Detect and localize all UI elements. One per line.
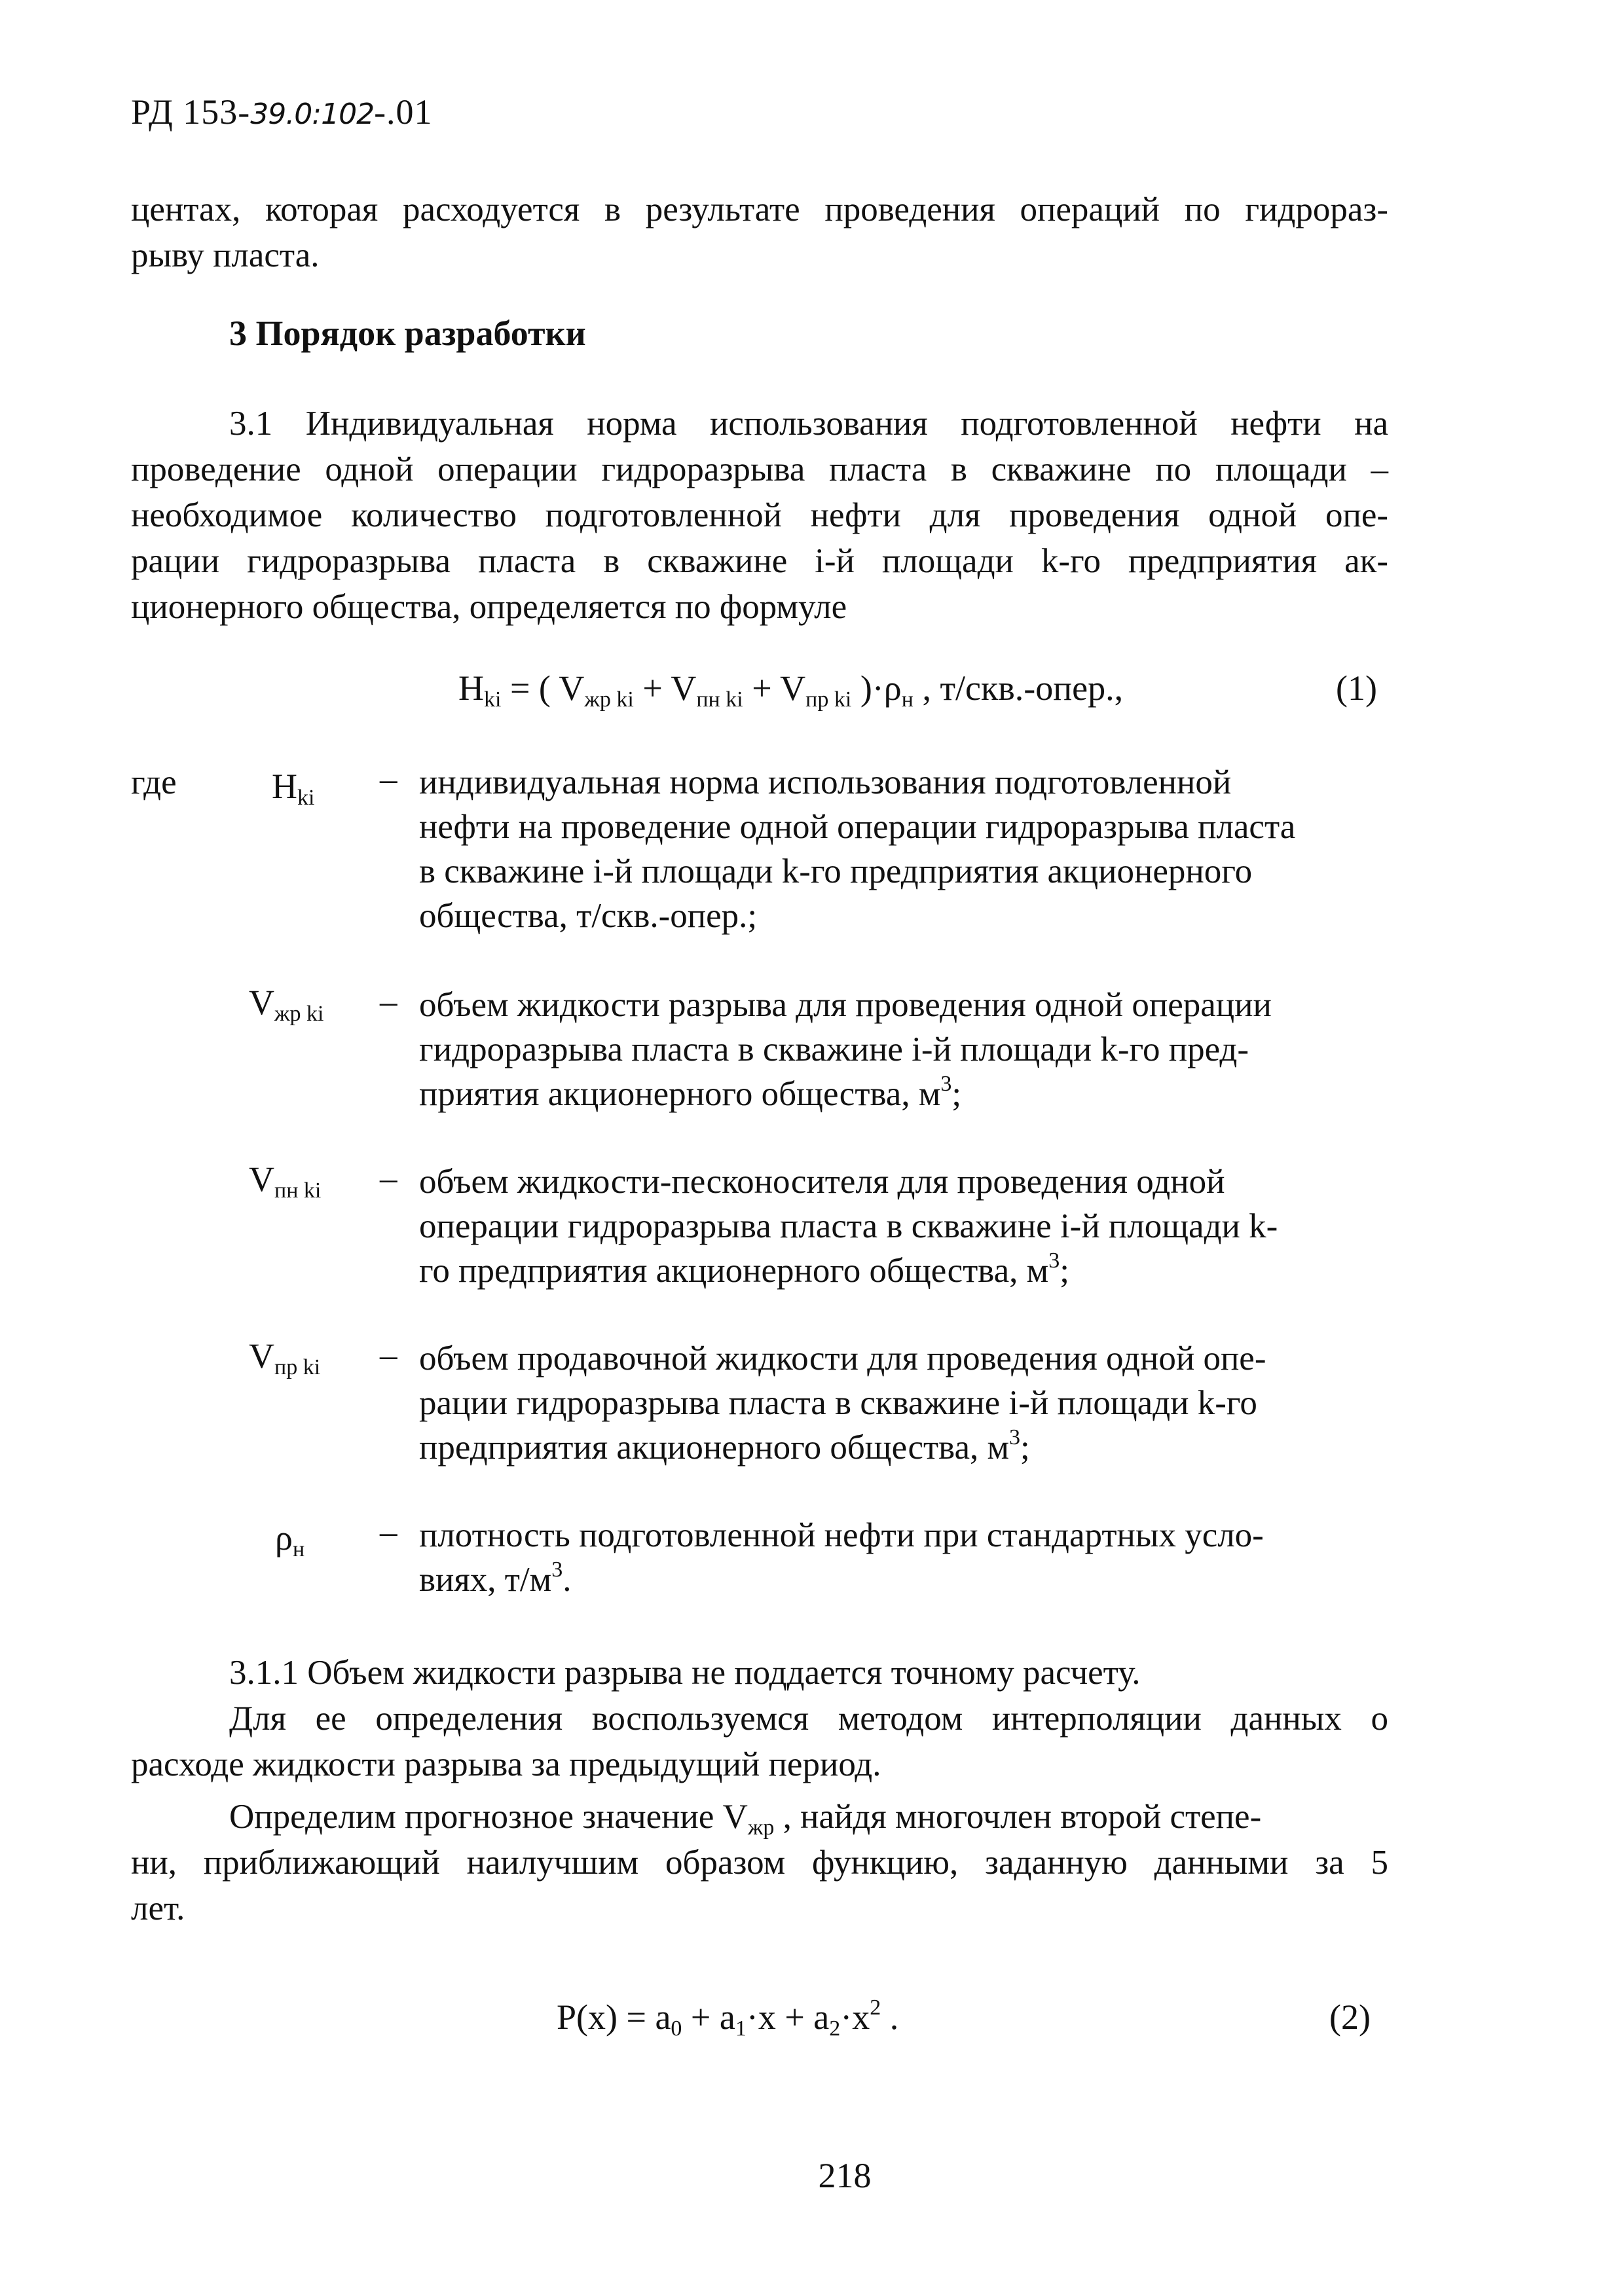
formula-1-number: (1) — [1336, 668, 1377, 708]
def-symbol-h: $H_{ki}$ — [272, 767, 315, 810]
def-h-line-3: в скважине i-й площади k-го предприятия акционерного — [419, 852, 1253, 890]
p311-p2-line-1: Для ее определения воспользуемся методом интерполяции данных о — [229, 1700, 1388, 1738]
document-code-suffix: -.01 — [374, 92, 433, 132]
page-number: 218 — [818, 2156, 872, 2195]
def-v-pr-line-2: рации гидроразрыва пласта в скважине i-й площади k-го — [419, 1384, 1257, 1422]
def-v-zhr-line-3: приятия акционерного общества, $м^3$; — [419, 1072, 962, 1113]
def-v-pn-line-3: го предприятия акционерного общества, $м^3$; — [419, 1248, 1069, 1290]
p31-line-3: необходимое количество подготовленной нефти для проведения одной опе- — [131, 496, 1388, 534]
p311-p3-line-2: ни, приближающий наилучшим образом функцию, заданную данными за 5 — [131, 1844, 1388, 1882]
formula-2-number: (2) — [1329, 1997, 1371, 2037]
def-symbol-v-pn: $V_{пн ki}$ — [249, 1159, 322, 1203]
def-dash: – — [380, 1336, 397, 1374]
def-v-pn-line-2: операции гидроразрыва пласта в скважине i-й площади k- — [419, 1207, 1278, 1245]
formula-2: $P(x) = a_0 + a_1\cdot x + a_2\cdot x^2$ . — [557, 1995, 899, 2041]
def-v-zhr-line-2: гидроразрыва пласта в скважине i-й площади k-го пред- — [419, 1030, 1249, 1068]
p31-line-5: ционерного общества, определяется по формуле — [131, 588, 847, 626]
def-v-pr-line-3: предприятия акционерного общества, $м^3$; — [419, 1425, 1030, 1467]
p31-line-2: проведение одной операции гидроразрыва пласта в скважине по площади – — [131, 450, 1388, 488]
def-h-line-1: индивидуальная норма использования подготовленной — [419, 763, 1232, 801]
def-dash: – — [380, 1159, 397, 1197]
def-v-pn-line-1: объем жидкости-песконосителя для проведения одной — [419, 1163, 1225, 1201]
p311-line-1: 3.1.1 Объем жидкости разрыва не поддается точному расчету. — [229, 1654, 1141, 1692]
intro-line-2: рыву пласта. — [131, 236, 320, 274]
def-symbol-rho: $\rho_н$ — [275, 1518, 305, 1561]
def-symbol-v-zhr: $V_{жр ki}$ — [249, 983, 324, 1026]
def-rho-line-2: виях, $т/м^3$. — [419, 1558, 572, 1599]
def-dash: – — [380, 760, 397, 798]
def-h-line-2: нефти на проведение одной операции гидроразрыва пласта — [419, 808, 1296, 846]
document-code — [131, 92, 433, 132]
section-heading: 3 Порядок разработки — [229, 314, 586, 353]
def-symbol-v-pr: $V_{пр ki}$ — [249, 1336, 321, 1379]
formula-1: $H_{ki}$ = ( $V_{жр ki} + V_{пн ki} + V_{пр ki}$ )$\cdot\rho_н$ , т/скв.-опер., — [458, 668, 1124, 712]
def-dash: – — [380, 1513, 397, 1551]
def-rho-line-1: плотность подготовленной нефти при стандартных усло- — [419, 1516, 1264, 1554]
intro-line-1: центах, которая расходуется в результате проведения операций по гидрораз- — [131, 191, 1388, 228]
def-v-pr-line-1: объем продавочной жидкости для проведения одной опе- — [419, 1339, 1266, 1377]
p31-line-4: рации гидроразрыва пласта в скважине i-й площади k-го предприятия ак- — [131, 542, 1388, 580]
p311-p3-line-3: лет. — [131, 1889, 185, 1927]
document-code-prefix: РД 153- — [131, 92, 251, 132]
where-label: где — [131, 763, 177, 801]
def-dash: – — [380, 983, 397, 1021]
p311-p3-line-1: Определим прогнозное значение $V_{жр}$ , найдя многочлен второй степе- — [229, 1798, 1262, 1840]
p31-line-1: 3.1 Индивидуальная норма использования подготовленной нефти на — [229, 405, 1388, 443]
def-v-zhr-line-1: объем жидкости разрыва для проведения одной операции — [419, 986, 1272, 1024]
p311-p2-line-2: расходе жидкости разрыва за предыдущий период. — [131, 1745, 881, 1783]
def-h-line-4: общества, т/скв.-опер.; — [419, 897, 758, 935]
document-code-handwritten: 39.0:102 — [250, 98, 375, 131]
